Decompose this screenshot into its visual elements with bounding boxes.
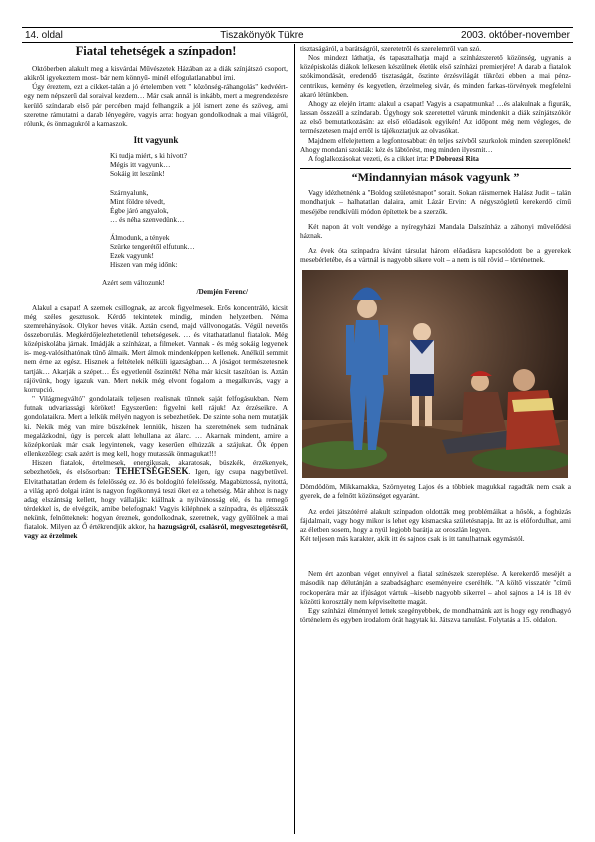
paragraph: Nem ért azonban véget ennyivel a fiatal színészek szereplése. A kerekerdő meséjét a második nap délutánján a szabadságharc eseményeire cserélték. "A költő visszatér "című rockoperára már az ifjúságot vártuk –kisebb nagyobb sikerrel – ahol sajnos a 14 is 18 év közötti korosztály nem képviseltette magát. [300, 569, 571, 606]
poem-line: Sokáig itt leszünk! [110, 169, 165, 179]
paragraph: Az évek óta színpadra kívánt társulat három előadásra kapcsolódott be a gyerekek mesebérletébe, és a vártnál is nagyobb sikere volt – a nem is túl rövid – történetnek. [300, 245, 571, 265]
poem-title: Itt vagyunk [133, 135, 179, 146]
poem-stanza [110, 188, 288, 224]
poem-stanza [110, 233, 288, 269]
author-line [300, 154, 571, 163]
paragraph: Nos mindezt láthatja, és tapasztalhatja majd a színházszerető közönség, ugyanis a középiskolás diákok lelkesen készülnek életük első színházi premierjére! A darab a fiatalok szókimondását, eredendő tisztaságát, őszinte érzésvilágát tükrözi ebben a mai pénz-centrikus, kemény és kegyetlen, érzelmeleg sivár, és minden farkas-törvények megfelelni akaró létünkben. [300, 53, 571, 99]
text-run: Hiszen fiatalok, értelmesek, energikusak, akaratosak, büszkék, érzékenyek, sebezhetőek, és elsősorban: [24, 458, 288, 477]
left-column [24, 44, 288, 541]
author-name: P Dobrozsi Rita [429, 153, 479, 163]
poem-line: Mint földre tévedt, [110, 196, 165, 206]
newspaper-title: Tiszakönyök Tükre [220, 29, 304, 41]
right-column [300, 44, 571, 624]
text-run: A foglalkozásokat vezeti, és a cikket írta: [308, 153, 429, 163]
column-divider [294, 44, 295, 834]
issue-date: 2003. október-november [461, 29, 570, 41]
paragraph: Két napon át volt vendége a nyíregyházi Mandala Dalszínház a záhonyi művelődési háznak. [300, 221, 571, 240]
poem-line: Ki tudja miért, s ki hívott? [110, 151, 188, 161]
emphasis: hazugságról, csalásról, megvesztegetésről, vagy az érzelmek [24, 522, 289, 541]
emphasis: TEHETSÉGESEK [115, 466, 189, 477]
paragraph [24, 458, 288, 540]
paragraph: Két teljesen más karakter, akik itt és sajnos csak is itt tanulhatnak egymástól. [300, 534, 525, 544]
stage-photo [302, 270, 568, 478]
page-header [22, 27, 573, 43]
paragraph: Októberben alakult meg a kisvárdai Művészetek Házában az a diák színjátszó csoport, akikről igyekeztem most- bár nem könnyű- minél elfogulatlanabbul írni. [24, 64, 288, 83]
poem-line: Mégis itt vagyunk… [110, 160, 171, 170]
stage-photo-illustration [302, 270, 568, 478]
paragraph: Majdnem elfelejtettem a legfontosabbat: én teljes szívből szurkolok minden szereplőnek! Ahogy mondani szokták: kéz és lábtörést, meg minden ilyesmit… [300, 135, 571, 154]
article-title: Fiatal tehetségek a színpadon! [75, 44, 237, 58]
poem-stanza [102, 278, 288, 287]
section-divider [300, 168, 571, 169]
paragraph: Alakul a csapat! A szemek csillognak, az arcok figyelmesek. Erős koncentráló, kicsit még széles gesztusok. Kérdő tekintetek mindig, minden helyzetben. Néma szemrehányások. Olykor heves viták. Aztán csend, majd vállvonogatás. Végül nevetős összeborulás. Megkérdőjelezhetetlenül tehetségesek. … és vitathatatlanul fiatalok. Még középiskolába járnak. Imádják a színházat, a filmeket. Vannak - és még sokáig legyenek is- meg-valósíthatónak tűnő álmaik. Mert álmok mindenképpen kellenek. Anélkül semmit nem érne az egész. Hisznek a feltételek nélküli igazságban… A jóságot természetesnek tartják… Akarják a szépet… És egyetlenül őszinték! Néha már kicsit taszítóan is. Aztán rájövünk, hogy igazuk van. Mert nekik még elvont fogalom a megalkuvás, vagy a korrupció. [24, 302, 288, 394]
poem-line: Hiszen van még időnk: [110, 260, 178, 270]
article-title: “Mindannyian mások vagyunk ” [351, 170, 520, 185]
poem-line: Szürke tengerétől elfutunk… [110, 242, 195, 251]
poem-line: … és néha szenvedünk… [110, 214, 185, 224]
poem-line: Szárnyalunk, [110, 187, 149, 197]
page-number: 14. oldal [25, 29, 63, 41]
paragraph: Úgy éreztem, ezt a cikket-talán a jó értelemben vett " közönség-ráhangolás" kedvéért- egy nem népszerű dal soraival kezdem… Már csak annál is inkább, mert a megrendezésre kerülő színdarab első pár percében majd felhangzik a jól ismert zene és szöveg, ami szeretne rámutatni a darab lényegére, vagyis arra: hogyan gondolkodnak a mai világról, rólunk, és önmagukról a kamaszok. [24, 82, 288, 128]
poem [102, 151, 288, 288]
paragraph: Vagy idézhetnénk a "Boldog születésnapot" sorait. Sokan ráismernek Halász Judit – talán mondhatjuk – halhatatlan dalaira, amit Lázár Ervin: A négyszögletű kerekerdő című meséjébe rendkívüli módon építettek be a szerzők. [300, 188, 571, 216]
text-run: . Igen, így csupa nagybetűvel. Elvitathatatlan érdem és felelősség ez. Jó és boldogító felelősség. Magabiztossá, nyitottá, a világ apró dolgai iránt is nagyon fogékonnyá teszi őket ez a tehetség. Már ahhoz is nagy adag elszántság kellett, hogy vállalják: kiállnak a nyilvánosság elé, és ha remegő térdekkel is, de elvégzik, amibe belefognak! Vagyis kiléphnek a színpadra, és eljátsszák nekünk, felnőtteknek: hogyan éreznek, gondolkodnak, szeretnek, vagy gyűlölnek a mai fiatalok. Milyen az Ő értékrendjük akkor, ha [24, 467, 288, 532]
paragraph: Az erdei játszótérré alakult színpadon oldották meg problémáikat a hősök, a foghúzás fájdalmait, vagy hogy mikor is lehet egy kismacska születésnapja. Itt az is előfordulhat, ami az életben sosem, hogy a nyúl legjobb barátja az oroszlán legyen. [300, 506, 571, 534]
paragraph: tisztaságáról, a barátságról, szeretetről és szerelemről van szó. [300, 44, 482, 53]
paragraph: " Világmegváltó" gondolataik teljesen realisnak tűnnek saját felfogásukban. Nem futnak udvariassági köröket! Egyszerűen: figyelni kell rájuk! Az érzéseikre. A gondolataikra. Mert a lelkük mélyén nagyon is sebezhetőek. De szinte soha nem mutatják ki. Nekik még van mire büszkének lenniük, hiszen ha szeretnének sem tudnának megalázkodni, úgy is percek alatt lehullana az álarc. … Akarnak mindent, amire a középkorúak már csak legyintenek, vagy keserűen elhúzzák a szájukat. Ők éppen ellenkezőleg: csak azért is meg kell, hogy mutassák önmagukat!!! [24, 394, 288, 459]
paragraph: Ahogy az elején írtam: alakul a csapat! Vagyis a csapatmunka! …és alakulnak a figurák, lassan összeáll a színdarab. Úgyhogy sok szeretettel várunk mindenkit a diák színjátszókör az első bemutatkozásán: az első előadások egyikén! Az időpont még nem végleges, de természetesen majd erről is tájékoztatjuk az olvasókat. [300, 98, 571, 136]
poem-line: Ezek vagyunk! [110, 251, 154, 261]
poem-line: Álmodunk, a tények [110, 232, 170, 242]
paragraph: Egy színházi élménnyel lettek szegényebbek, de mondhatnánk azt is hogy egy rendhagyó történelem és egyben irodalom órát hagytak ki. Játszva tanulást. Folytatás a 15. oldalon. [300, 605, 571, 624]
poem-line: Égbe járó angyalok, [110, 205, 169, 215]
photo-caption: Dömdödöm, Mikkamakka, Szörnyeteg Lajos és a többiek magukkal ragadták nem csak a gyerek, de a felnőtt közönséget egyaránt. [300, 482, 571, 501]
poem-line: Azért sem változunk! [102, 278, 165, 288]
poem-stanza [110, 151, 288, 178]
poem-author: /Demjén Ferenc/ [196, 287, 248, 297]
